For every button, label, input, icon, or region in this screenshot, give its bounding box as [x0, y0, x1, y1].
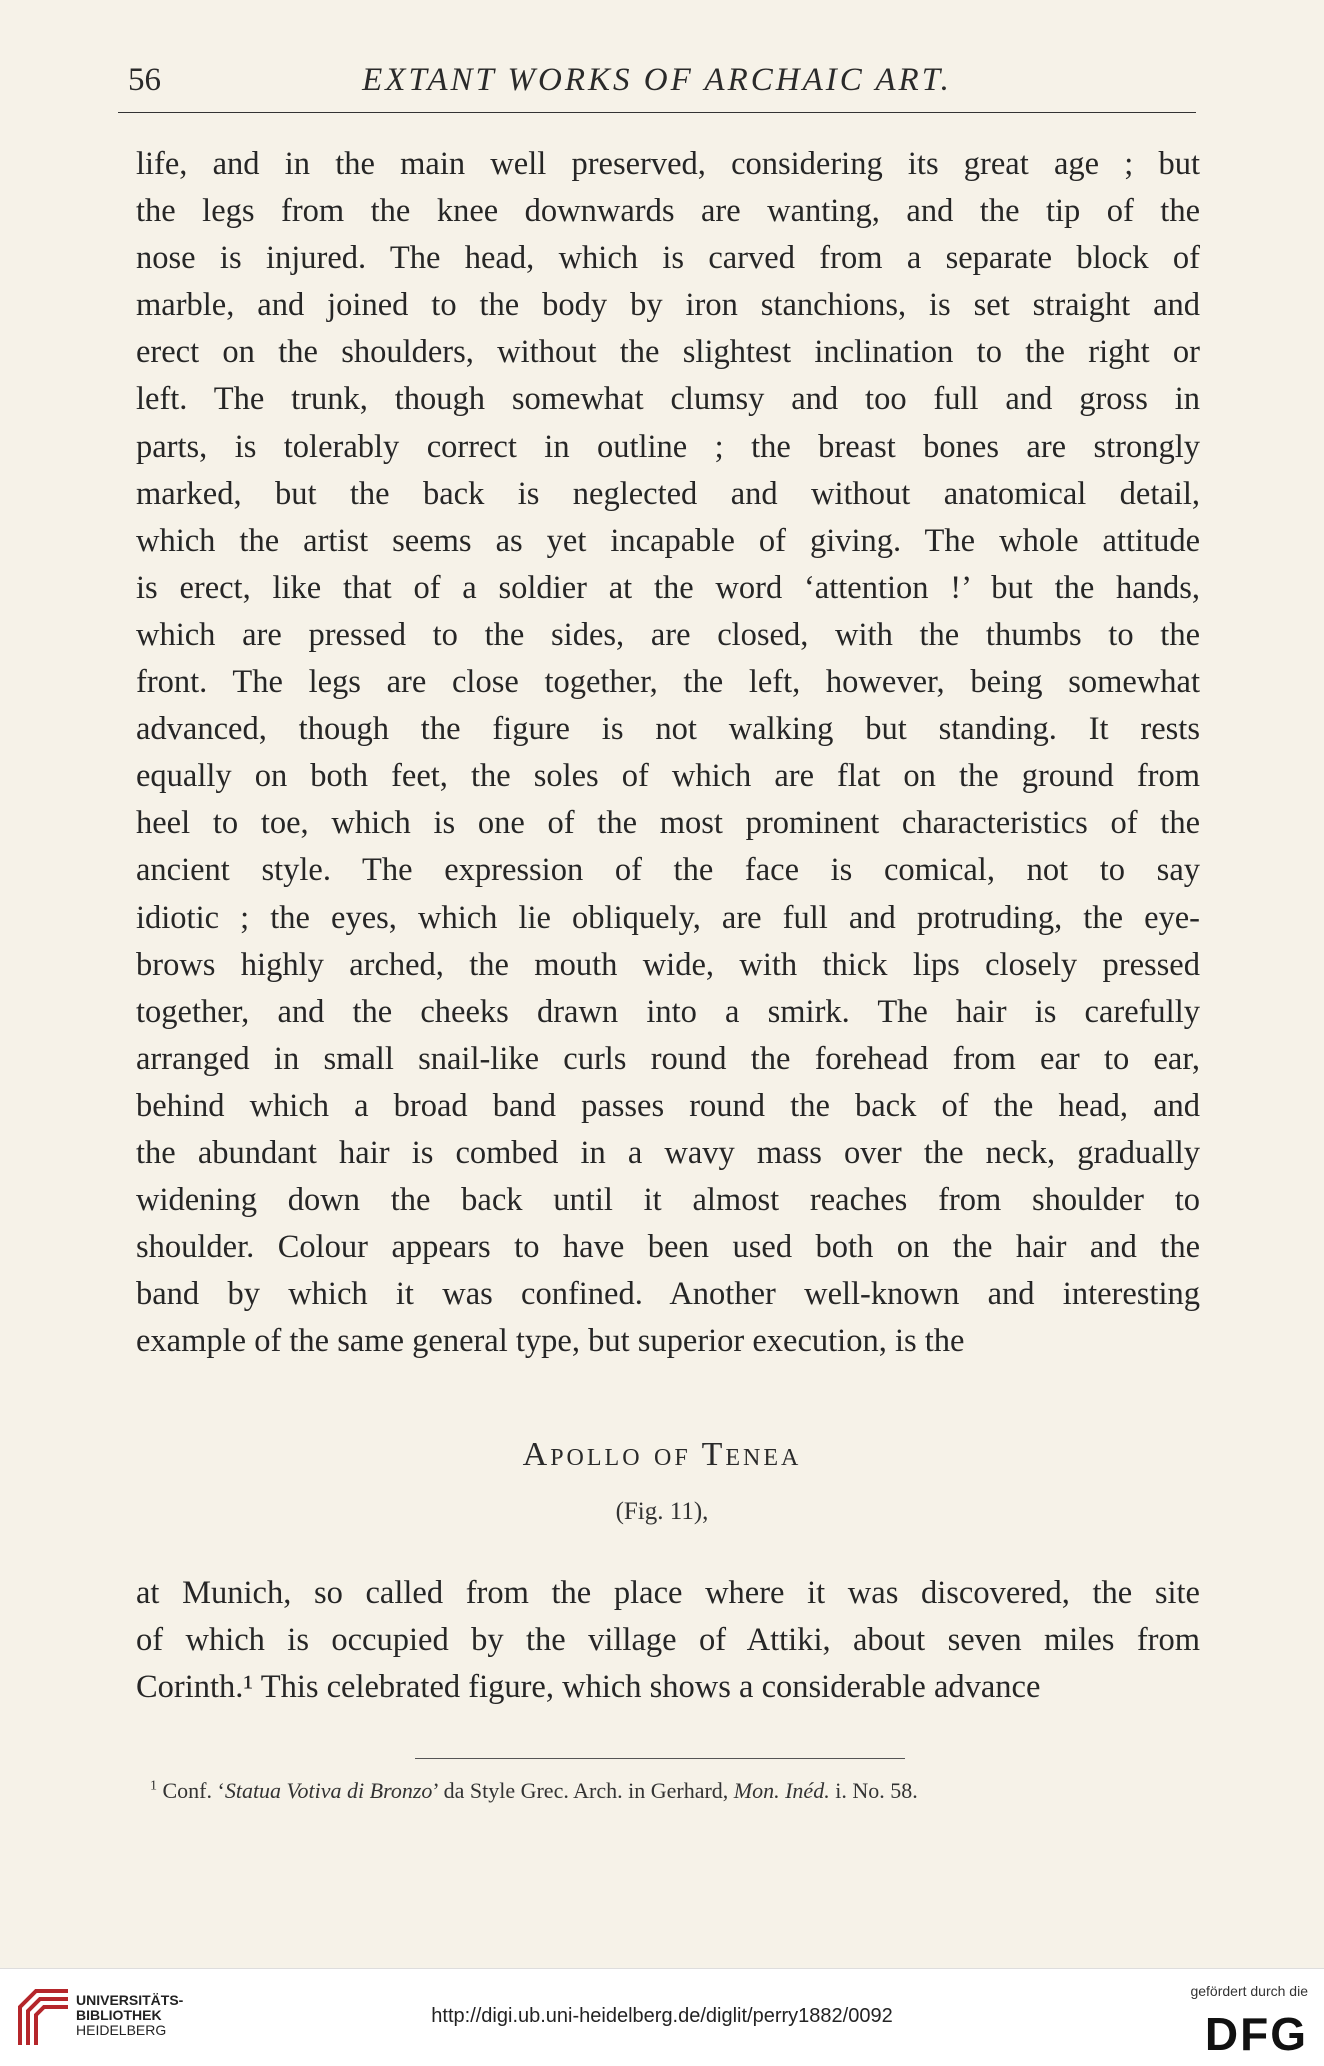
dfg-logo: DFG	[1204, 2008, 1308, 2060]
paragraph-1-line: shoulder. Colour appears to have been used both on the hair and the	[136, 1229, 1200, 1266]
footnote-marker: 1	[150, 1778, 157, 1794]
footnote-middle: ’ da Style Grec. Arch. in Gerhard,	[432, 1778, 734, 1803]
paragraph-1-line: example of the same general type, but superior execution, is the	[136, 1323, 965, 1360]
paragraph-2-line: Corinth.¹ This celebrated figure, which shows a considerable advance	[136, 1669, 1041, 1706]
body-paragraph-2	[136, 1570, 1200, 1711]
paragraph-1-line: advanced, though the figure is not walking but standing. It rests	[136, 711, 1200, 748]
paragraph-1-line: the legs from the knee downwards are wanting, and the tip of the	[136, 193, 1200, 230]
paragraph-1-line: life, and in the main well preserved, considering its great age ; but	[136, 146, 1200, 182]
paragraph-1-line: nose is injured. The head, which is carved from a separate block of	[136, 240, 1200, 277]
running-title: EXTANT WORKS OF ARCHAIC ART.	[362, 62, 952, 98]
page-number: 56	[128, 62, 161, 98]
paragraph-1-line: ancient style. The expression of the face is comical, not to say	[136, 852, 1200, 889]
section-heading: Apollo of Tenea	[522, 1436, 802, 1473]
footnote-prefix: Conf. ‘	[162, 1778, 225, 1803]
library-name-line-2: BIBLIOTHEK	[76, 2007, 162, 2023]
paragraph-1-line: which the artist seems as yet incapable of giving. The whole attitude	[136, 522, 1200, 559]
permalink-url[interactable]: http://digi.ub.uni-heidelberg.de/diglit/perry1882/0092	[431, 2005, 893, 2027]
paragraph-1-line: brows highly arched, the mouth wide, with thick lips closely pressed	[136, 946, 1200, 983]
body-paragraph-1	[136, 141, 1200, 1365]
paragraph-1-line: is erect, like that of a soldier at the word ‘attention !’ but the hands,	[136, 569, 1200, 606]
paragraph-2-line: of which is occupied by the village of Attiki, about seven miles from	[136, 1622, 1200, 1659]
footnote	[150, 1778, 1210, 1804]
footnote-suffix: i. No. 58.	[829, 1778, 918, 1803]
footnote-divider	[415, 1758, 905, 1759]
paragraph-1-line: band by which it was confined. Another well-known and interesting	[136, 1276, 1200, 1313]
paragraph-1-line: left. The trunk, though somewhat clumsy and too full and gross in	[136, 381, 1200, 418]
paragraph-1-line: idiotic ; the eyes, which lie obliquely, are full and protruding, the eye-	[136, 899, 1200, 936]
library-name-line-3: HEIDELBERG	[76, 2022, 167, 2038]
digitization-footer	[0, 1968, 1324, 2066]
paragraph-1-line: arranged in small snail-like curls round the forehead from ear to ear,	[136, 1040, 1200, 1077]
paragraph-1-line: widening down the back until it almost reaches from shoulder to	[136, 1182, 1200, 1219]
paragraph-1-line: marked, but the back is neglected and without anatomical detail,	[136, 475, 1200, 512]
paragraph-1-line: equally on both feet, the soles of which are flat on the ground from	[136, 758, 1200, 795]
paragraph-2-line: at Munich, so called from the place where it was discovered, the site	[136, 1575, 1200, 1611]
library-name-line-1: UNIVERSITÄTS-	[76, 1992, 184, 2008]
paragraph-1-line: which are pressed to the sides, are closed, with the thumbs to the	[136, 616, 1200, 653]
footnote-title: Statua Votiva di Bronzo	[224, 1778, 433, 1803]
paragraph-1-line: behind which a broad band passes round the back of the head, and	[136, 1087, 1200, 1124]
footnote-source: Mon. Inéd.	[733, 1778, 830, 1803]
paragraph-1-line: front. The legs are close together, the left, however, being somewhat	[136, 664, 1200, 701]
paragraph-1-line: together, and the cheeks drawn into a smirk. The hair is carefully	[136, 993, 1200, 1030]
paragraph-1-line: heel to toe, which is one of the most prominent characteristics of the	[136, 805, 1200, 842]
paragraph-1-line: marble, and joined to the body by iron stanchions, is set straight and	[136, 287, 1200, 324]
figure-reference: (Fig. 11),	[615, 1498, 709, 1525]
paragraph-1-line: the abundant hair is combed in a wavy mass over the neck, gradually	[136, 1134, 1200, 1171]
running-header	[118, 62, 1196, 113]
paragraph-1-line: erect on the shoulders, without the slightest inclination to the right or	[136, 334, 1200, 371]
funded-by-label: gefördert durch die	[1190, 1983, 1308, 1999]
paragraph-1-line: parts, is tolerably correct in outline ; the breast bones are strongly	[136, 428, 1200, 465]
